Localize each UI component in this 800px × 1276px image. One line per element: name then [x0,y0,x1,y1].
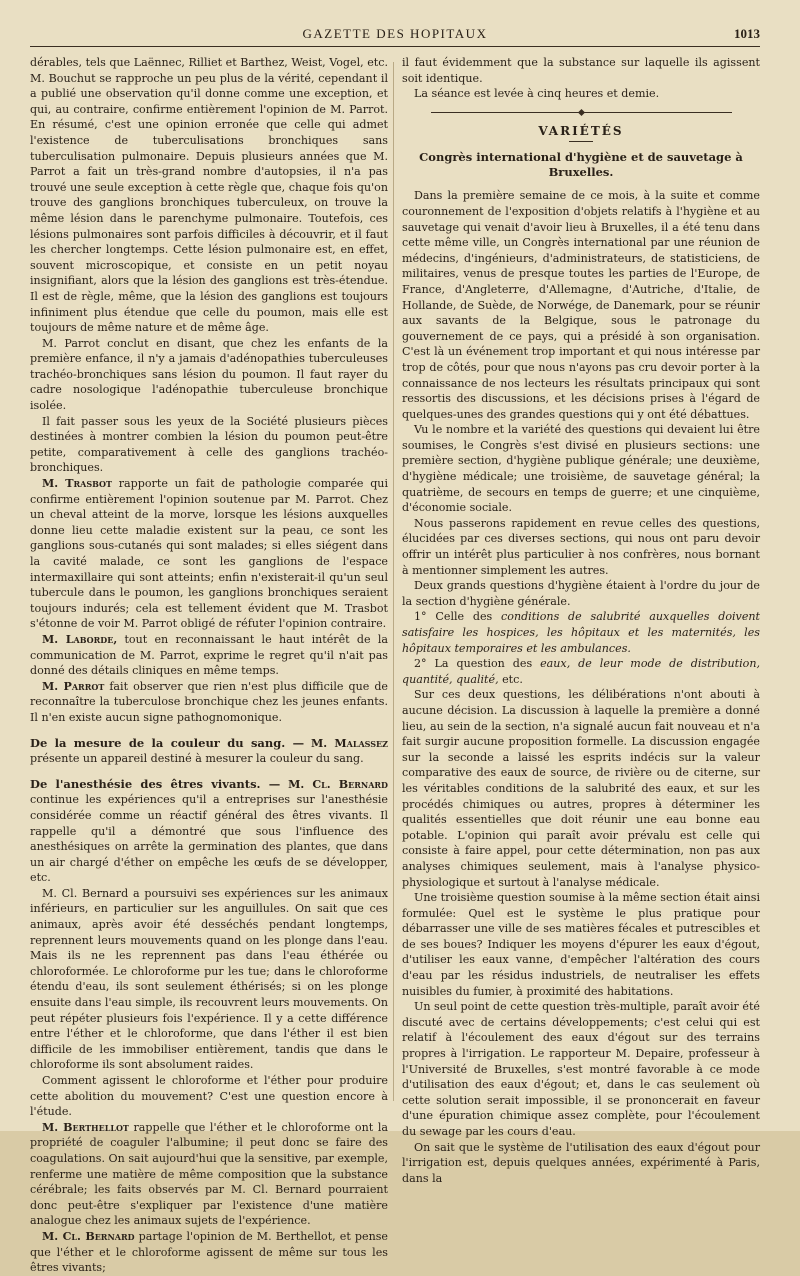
diamond-ornament-icon [577,109,584,116]
paragraph-text: fait observer que rien n'est plus difficile que de reconnaître la tuberculose bronchique chez les jeunes enfants. Il n'en existe aucun signe pathognomonique. [30,679,388,724]
paragraph: M. Parrot conclut en disant, que chez les enfants de la première enfance, il n'y a jamais d'adénopathies tuberculeuses trachéo-bronchiques sans lésion du poumon. Il faut rayer du cadre nosologique l'adénopathie tuberculeuse bronchique isolée. [30,336,388,413]
speaker-name: M. Parrot [42,679,105,693]
paragraph-text: continue les expériences qu'il a entreprises sur l'anesthésie considérée comme un réactif général des êtres vivants. Il rappelle qu'il a démontré que sous l'influence des anesthésiques on arrête la germination des plantes, que dans un air chargé d'éther on empêche les œufs de se développer, etc. [30,793,388,885]
speaker-name: M. Berthellot [42,1120,129,1134]
column-divider [393,62,394,1101]
paragraph [30,1120,388,1229]
paragraph: Une troisième question soumise à la même section était ainsi formulée: Quel est le système le plus pratique pour débarrasser une ville de ses matières fécales et putrescibles et de ses boues? Indiquer les moyens d'épurer les eaux d'égout, d'utiliser les eaux vanne, d'empêcher l'altération des cours d'eau par les résidus industriels, de neutraliser les effets nuisibles du fumier, à proximité des habitations. [402,891,760,998]
speaker-name: M. Cl. Bernard [42,1229,135,1243]
paragraph-text: rapporte un fait de pathologie comparée qui confirme entièrement l'opinion soutenue par M. Parrot. Chez un cheval atteint de la morve, lorsque les lésions auxquelles donne lieu cette maladie existent sur la peau, ce sont les ganglions sous-cutanés qui sont malades; si elles siégent dans la cavité malade, ce sont les ganglions de l'espace intermaxillaire qui sont atteints; enfin n'existerait-il qu'un seul tubercule dans le poumon, les ganglions bronchiques seraient toujours indurés; cela est tellement évident que M. Trasbot s'étonne de voir M. Parrot obligé de réfuter l'opinion contraire. [30,477,388,631]
paragraph-text: 1° Celle des [414,610,502,624]
paragraph [30,476,388,632]
emphasis: conditions de salubrité auxquelles doivent satisfaire les hospices, les hôpitaux et les maternités, les hôpitaux temporaires et les ambulances. [402,610,760,655]
paragraph: Il fait passer sous les yeux de la Société plusieurs pièces destinées à montrer combien la lésion du poumon peut-être petite, comparativement à celle des ganglions trachéo-bronchiques. [30,414,388,475]
paragraph: Vu le nombre et la variété des questions qui devaient lui être soumises, le Congrès s'est divisé en plusieurs sections: une première section, d'hygiène publique générale; une deuxième, d'hygiène médicale; une troisième, de sauvetage général; la quatrième, de secours en temps de guerre; et une cinquième, d'économie sociale. [402,423,760,515]
paragraph: On sait que le système de l'utilisation des eaux d'égout pour l'irrigation est, depuis quelques années, expérimenté à Paris, dans la [402,1140,760,1185]
paragraph: il faut évidemment que la substance sur laquelle ils agissent soit identique. [402,56,760,85]
divider [569,141,593,142]
paragraph-text: partage l'opinion de M. Berthellot, et pense que l'éther et le chloroforme agissent de même sur tous les êtres vivants; [30,1229,388,1275]
paragraph: Un seul point de cette question très-multiple, paraît avoir été discuté avec de certains développements; c'est celui qui est relatif à l'écoulement des eaux d'égout sur des terrains propres à l'irrigation. Le rapporteur M. Depaire, professeur à l'Université de Bruxelles, s'est montré favorable à ce mode d'utilisation des eaux d'égout; et, dans le cas seulement où cette solution serait impossible, il se prononcerait en faveur d'une épuration chimique assez complète, pour l'écoulement du sewage par les cours d'eau. [402,1000,760,1138]
right-column [402,55,760,1276]
paragraph-text: présente un appareil destiné à mesurer la couleur du sang. [30,752,364,766]
article-title: Congrès international d'hygiène et de sauvetage à Bruxelles. [419,150,743,180]
ornamental-rule [402,106,760,120]
paragraph [30,736,388,767]
paragraph [30,777,388,886]
paragraph [402,609,760,656]
paragraph-text: etc. [498,672,523,686]
paragraph-text: tout en reconnaissant le haut intérêt de la communication de M. Parrot, exprime le regret qu'il n'ait pas donné des détails cliniques en même temps. [30,632,388,678]
paragraph: Dans la première semaine de ce mois, à la suite et comme couronnement de l'exposition d'objets relatifs à l'hygiène et au sauvetage qui venait d'avoir lieu à Bruxelles, il a été tenu dans cette même ville, un Congrès international par une réunion de médecins, d'ingénieurs, d'administrateurs, de statisticiens, de militaires, venus de presque toutes les parties de l'Europe, de France, d'Angleterre, d'Allemagne, d'Autriche, d'Italie, de Hollande, de Suède, de Norwége, de Danemark, pour se réunir aux savants de la Belgique, sous le patronage du gouvernement de ce pays, qui a présidé à son organisation. C'est là un événement trop important et qui nous intéresse par trop de côtés, pour que nous n'ayons pas cru devoir porter à la connaissance de nos lecteurs les résultats principaux qui sont ressortis des discussions, et les décisions prises à l'égard de quelques-unes des grandes questions qui y ont été débattues. [402,189,760,421]
section-title: VARIÉTÉS [538,123,624,138]
paragraph: La séance est levée à cinq heures et demie. [414,87,660,101]
paragraph: Sur ces deux questions, les délibérations n'ont abouti à aucune décision. La discussion à laquelle la première a donné lieu, au sein de la section, n'a signalé aucun fait nouveau et n'a fait surgir aucune proposition formelle. La discussion engagée sur la seconde a laissé les esprits indécis sur la valeur comparative des eaux de source, de rivière ou de citerne, sur les véritables conditions de la salubrité des eaux, et sur les procédés chimiques ou autres, propres à déterminer les qualités essentielles que doit réunir une eau bonne eau potable. L'opinion qui paraît avoir prévalu est celle qui consiste à faire appel, pour cette détermination, non pas aux analyses chimiques seulement, mais à l'analyse physico-physiologique et surtout à l'analyse médicale. [402,688,760,889]
columns [30,55,760,1276]
subheading: De l'anesthésie des êtres vivants. — [30,776,281,791]
speaker-name: M. Trasbot [42,477,112,491]
speaker-name: M. Cl. Bernard [288,777,388,791]
paragraph: Comment agissent le chloroforme et l'éther pour produire cette abolition du mouvement? C'est une question encore à l'étude. [30,1074,388,1119]
left-column [30,55,388,1276]
speaker-name: M. Laborde, [42,632,118,646]
subheading: De la mesure de la couleur du sang. — [30,735,305,750]
paragraph: M. Cl. Bernard a poursuivi ses expériences sur les animaux inférieurs, en particulier sur les anguillules. On sait que ces animaux, après avoir été desséchés pendant longtemps, reprennent leurs mouvements quand on les plonge dans l'eau. Mais ils ne les reprennent pas dans l'eau éthérée ou chloroformée. Le chloroforme pur les tue; dans le chloroforme étendu d'eau, ils sont seulement éthérisés; si on les plonge ensuite dans l'eau simple, ils recouvrent leurs mouvements. On peut répéter plusieurs fois l'expérience. Il y a cette différence entre l'éther et le chloroforme, que dans l'éther il est bien difficile de les immobiliser entièrement, tandis que dans le chloroforme ils sont absolument raides. [30,886,388,1072]
emphasis: eaux, de leur mode de distribution, quantité, qualité, [402,657,760,686]
paragraph [30,679,388,726]
journal-title: GAZETTE DES HOPITAUX [302,26,488,41]
paragraph: Nous passerons rapidement en revue celles des questions, élucidées par ces diverses sections, qui nous ont paru devoir offrir un intérêt plus particulier à nos confrères, nous bornant à mentionner simplement les autres. [402,516,760,577]
speaker-name: M. Malassez [311,736,388,750]
paragraph: dérables, tels que Laënnec, Rilliet et Barthez, Weist, Vogel, etc. M. Bouchut se rapproche un peu plus de la vérité, cependant il a publié une observation qu'il donne comme une exception, et qui, au contraire, confirme entièrement l'opinion de M. Parrot. En résumé, c'est une opinion erronée que celle qui admet l'existence de tuberculisations bronchiques sans tuberculisation pulmonaire. Depuis plusieurs années que M. Parrot a fait un très-grand nombre d'autopsies, il n'a pas trouvé une seule exception à cette règle que, chaque fois qu'on trouve des ganglions bronchiques tuberculeux, on trouve la même lésion dans le parenchyme pulmonaire. Toutefois, ces lésions pulmonaires sont parfois difficiles à découvrir, et il faut les chercher longtemps. Cette lésion pulmonaire est, en effet, souvent microscopique, et consiste en un petit noyau insignifiant, alors que la lésion des ganglions est très-étendue. Il est de règle, même, que la lésion des ganglions est toujours infiniment plus étendue que celle du poumon, mais elle est toujours de même nature et de même âge. [30,56,388,335]
paragraph: Deux grands questions d'hygiène étaient à l'ordre du jour de la section d'hygiène générale. [402,579,760,608]
paragraph-text: rappelle que l'éther et le chloroforme ont la propriété de coaguler l'albumine; il peut donc se faire des coagulations. On sait aujourd'hui que la sensitive, par exemple, renferme une matière de même composition que la substance cérébrale; les faits observés par M. Cl. Bernard pourraient donc peut-être s'expliquer par l'existence d'une matière analogue chez les animaux sujets de l'expérience. [30,1120,388,1228]
paragraph-text: 2° La question des [414,657,541,671]
page-number: 1013 [734,26,760,41]
paragraph [30,632,388,679]
paragraph [402,656,760,687]
paragraph [30,1229,388,1276]
page-header [30,26,760,47]
